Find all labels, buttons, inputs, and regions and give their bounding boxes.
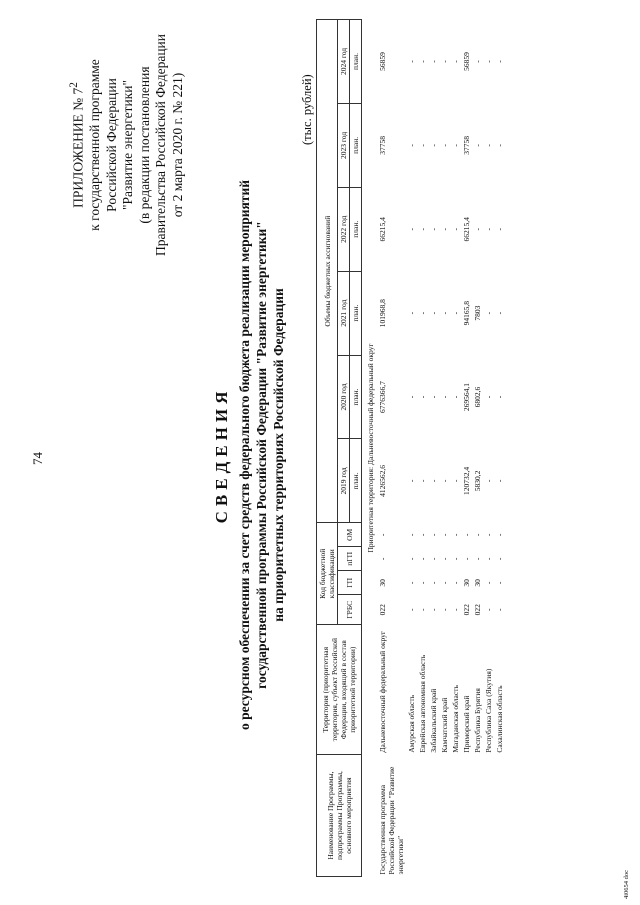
value-cell: - xyxy=(473,144,482,147)
header-grbs: ГРБС xyxy=(338,595,362,625)
value-cell: - xyxy=(440,60,449,63)
grbs-cell: 022 xyxy=(378,604,387,616)
pgp-cell: - xyxy=(418,557,427,561)
value-cell: - xyxy=(440,311,449,315)
value-cell: - xyxy=(495,228,504,231)
grbs-cell: - xyxy=(484,608,493,612)
gp-cell: - xyxy=(440,581,449,585)
grbs-cell: - xyxy=(418,608,427,612)
value-cell: - xyxy=(484,395,493,399)
gp-cell: - xyxy=(418,581,427,585)
table-row xyxy=(472,20,483,877)
value-cell: - xyxy=(495,311,504,315)
pgp-cell: - xyxy=(462,557,471,561)
value-cell: - xyxy=(495,144,504,147)
value-cell: - xyxy=(440,144,449,147)
pgp-cell: - xyxy=(451,557,460,561)
header-budget-code: Код бюджетной классификации xyxy=(317,523,338,625)
territory-cell: Республика Саха (Якутия) xyxy=(484,668,493,753)
value-cell: 7803 xyxy=(473,305,482,321)
header-volume: Объемы бюджетных ассигнований xyxy=(317,20,338,523)
header-plan: план. xyxy=(350,355,362,439)
program-name-cell xyxy=(406,755,417,877)
header-gp: ГП xyxy=(338,571,362,595)
value-cell: 37758 xyxy=(462,136,471,155)
value-cell: - xyxy=(418,479,427,483)
territory-cell: Дальневосточный федеральный округ xyxy=(378,631,387,753)
header-name: Наименование Программы, подпрограммы Программы, основного мероприятия xyxy=(317,755,362,877)
pgp-cell: - xyxy=(440,557,449,561)
header-om: ОМ xyxy=(338,523,362,547)
territory-cell: Забайкальский край xyxy=(429,688,438,753)
footer-file: 4i0654 doc xyxy=(623,869,630,899)
appendix-line: Российской Федерации xyxy=(103,78,119,212)
header-plan: план. xyxy=(350,439,362,523)
om-cell: - xyxy=(451,533,460,537)
value-cell: - xyxy=(418,395,427,399)
value-cell: - xyxy=(484,60,493,63)
page-number: 74 xyxy=(30,452,45,465)
om-cell: - xyxy=(484,533,493,537)
om-cell: - xyxy=(378,533,387,537)
table-row xyxy=(483,20,494,877)
header-year: 2024 год xyxy=(338,20,350,104)
header-year: 2021 год xyxy=(338,271,350,355)
value-cell: - xyxy=(473,228,482,231)
value-cell: - xyxy=(429,144,438,147)
gp-cell: - xyxy=(429,581,438,585)
om-cell: - xyxy=(418,533,427,537)
value-cell: 5830,2 xyxy=(473,470,482,492)
gp-cell: - xyxy=(407,581,416,585)
value-cell: 6802,6 xyxy=(473,386,482,408)
table-row xyxy=(494,20,505,877)
table-body xyxy=(362,20,506,877)
table-row xyxy=(450,20,461,877)
appendix-line: "Развитие энергетики" xyxy=(120,80,135,210)
value-cell: 56859 xyxy=(462,52,471,71)
header-year: 2019 год xyxy=(338,439,350,523)
territory-row xyxy=(362,20,378,877)
header-plan: план. xyxy=(350,187,362,271)
unit-label: (тыс. рублей) xyxy=(300,74,314,145)
value-cell: - xyxy=(451,479,460,483)
territory-cell: Магаданская область xyxy=(451,685,460,753)
program-name-cell xyxy=(494,755,505,877)
header-plan: план. xyxy=(350,271,362,355)
territory-cell: Приморский край xyxy=(462,695,471,753)
territory-cell: Еврейская автономная область xyxy=(418,654,427,753)
value-cell: - xyxy=(495,60,504,63)
table-row xyxy=(428,20,439,877)
value-cell: 6776366,7 xyxy=(378,381,387,413)
pgp-cell: - xyxy=(407,557,416,561)
appendix-line: к государственной программе xyxy=(87,59,102,231)
value-cell: 66215,4 xyxy=(378,217,387,242)
value-cell: - xyxy=(451,60,460,63)
grbs-cell: - xyxy=(429,608,438,612)
value-cell: 4126562,6 xyxy=(378,464,387,497)
appendix-title: ПРИЛОЖЕНИЕ № $7^2$ xyxy=(68,82,86,208)
header-year: 2020 год xyxy=(338,355,350,439)
value-cell: - xyxy=(473,60,482,63)
value-cell: - xyxy=(451,311,460,315)
program-name-cell: Государственная программа Российской Федерации "Развитие энергетики" xyxy=(378,766,405,875)
territory-cell: Сахалинская область xyxy=(495,685,504,753)
value-cell: - xyxy=(407,144,416,147)
value-cell: 94165,8 xyxy=(462,300,471,326)
value-cell: - xyxy=(418,144,427,147)
pgp-cell: - xyxy=(429,557,438,561)
grbs-cell: 022 xyxy=(462,604,471,616)
appendix-line: (в редакции постановления xyxy=(136,66,152,224)
value-cell: - xyxy=(407,395,416,399)
appendix-line: Правительства Российской Федерации xyxy=(153,34,168,256)
territory-label: Приоритетная территория: Дальневосточный федеральный округ xyxy=(366,343,375,553)
gp-cell: - xyxy=(495,581,504,585)
value-cell: 66215,4 xyxy=(462,217,471,242)
value-cell: 120732,4 xyxy=(462,466,471,495)
resource-table xyxy=(316,19,505,877)
value-cell: - xyxy=(495,395,504,399)
header-year: 2023 год xyxy=(338,103,350,187)
program-name-cell xyxy=(428,755,439,877)
header-pgp: пГП xyxy=(338,547,362,571)
territory-cell: Республика Бурятия xyxy=(473,688,482,753)
value-cell: - xyxy=(484,144,493,147)
territory-cell: Амурская область xyxy=(407,694,416,753)
pgp-cell: - xyxy=(495,557,504,561)
gp-cell: - xyxy=(451,581,460,585)
pgp-cell: - xyxy=(378,557,387,561)
table-row xyxy=(439,20,450,877)
value-cell: - xyxy=(407,311,416,315)
value-cell: - xyxy=(451,395,460,399)
grbs-cell: - xyxy=(407,608,416,612)
value-cell: - xyxy=(429,479,438,483)
value-cell: 269564,1 xyxy=(462,382,471,412)
program-name-cell xyxy=(439,755,450,877)
value-cell: 37758 xyxy=(378,136,387,155)
title-line: о ресурсном обеспечении за счет средств федерального бюджета реализации мероприятий xyxy=(237,180,252,730)
title-line: на приоритетных территориях Российской Федерации xyxy=(271,288,286,622)
value-cell: - xyxy=(440,395,449,399)
value-cell: - xyxy=(484,479,493,483)
value-cell: 56859 xyxy=(378,52,387,71)
document-title xyxy=(212,125,287,785)
om-cell: - xyxy=(495,533,504,537)
om-cell: - xyxy=(407,533,416,537)
title-line: государственной программы Российской Федерации "Развитие энергетики" xyxy=(254,221,269,689)
appendix-line: от 2 марта 2020 г. № 221) xyxy=(169,72,185,218)
gp-cell: - xyxy=(484,581,493,585)
table-row xyxy=(461,20,472,877)
value-cell: - xyxy=(407,479,416,483)
program-name-cell xyxy=(472,755,483,877)
value-cell: - xyxy=(429,228,438,231)
gp-cell: 30 xyxy=(378,579,387,587)
value-cell: - xyxy=(407,228,416,231)
table-row xyxy=(406,20,417,877)
program-name-cell xyxy=(450,755,461,877)
value-cell: - xyxy=(407,60,416,63)
program-name-cell xyxy=(483,755,494,877)
program-name-cell xyxy=(461,755,472,877)
om-cell: - xyxy=(473,533,482,537)
value-cell: 101968,8 xyxy=(378,299,387,328)
value-cell: - xyxy=(495,479,504,483)
title-heading: СВЕДЕНИЯ xyxy=(212,386,231,524)
value-cell: - xyxy=(418,228,427,231)
value-cell: - xyxy=(440,228,449,231)
pgp-cell: - xyxy=(484,557,493,561)
header-plan: план. xyxy=(350,20,362,104)
value-cell: - xyxy=(418,311,427,315)
value-cell: - xyxy=(440,479,449,483)
grbs-cell: - xyxy=(495,608,504,612)
om-cell: - xyxy=(440,533,449,537)
value-cell: - xyxy=(429,60,438,63)
grbs-cell: 022 xyxy=(473,604,482,616)
program-name-cell xyxy=(417,755,428,877)
gp-cell: 30 xyxy=(473,579,482,587)
om-cell: - xyxy=(462,533,471,537)
header-plan: план. xyxy=(350,103,362,187)
territory-cell: Камчатский край xyxy=(440,697,449,753)
om-cell: - xyxy=(429,533,438,537)
header-territory: Территория (приоритетная территория, субъект Российской Федерации, входящий в состав приоритетной территории) xyxy=(317,625,362,755)
value-cell: - xyxy=(451,228,460,231)
grbs-cell: - xyxy=(451,608,460,612)
value-cell: - xyxy=(429,395,438,399)
value-cell: - xyxy=(484,311,493,315)
table-row xyxy=(417,20,428,877)
pgp-cell: - xyxy=(473,557,482,561)
appendix-block xyxy=(66,15,186,275)
value-cell: - xyxy=(484,228,493,231)
value-cell: - xyxy=(418,60,427,63)
table-row xyxy=(377,20,406,877)
grbs-cell: - xyxy=(440,608,449,612)
header-year: 2022 год xyxy=(338,187,350,271)
value-cell: - xyxy=(429,311,438,315)
gp-cell: 30 xyxy=(462,579,471,587)
value-cell: - xyxy=(451,144,460,147)
